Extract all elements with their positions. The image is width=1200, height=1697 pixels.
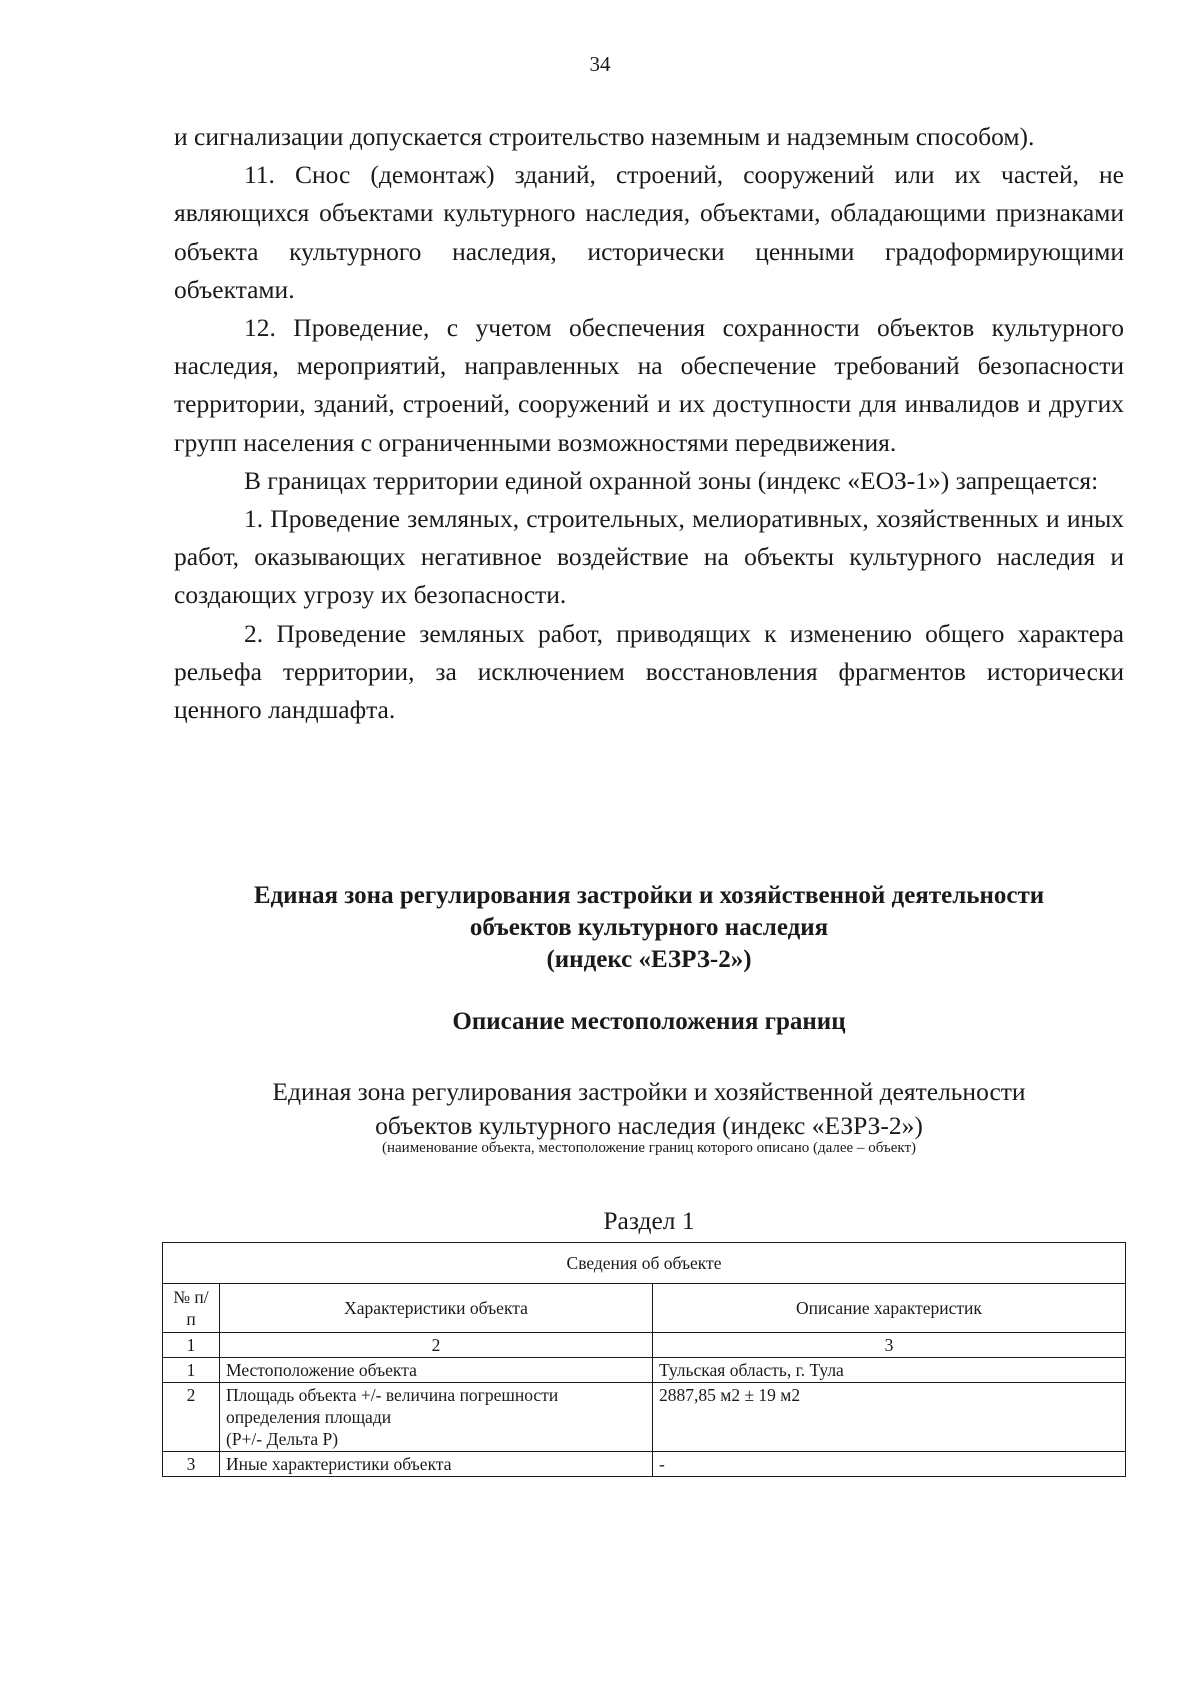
heading-line: (индекс «ЕЗРЗ-2») — [546, 946, 752, 973]
object-name-line: Единая зона регулирования застройки и хозяйственной деятельности — [272, 1077, 1026, 1106]
row-characteristic: Местоположение объекта — [220, 1358, 653, 1383]
header-characteristic: Характеристики объекта — [220, 1284, 653, 1333]
object-name — [174, 1075, 1124, 1143]
row-description: - — [653, 1452, 1126, 1477]
column-number: 2 — [220, 1333, 653, 1358]
row-characteristic-extra: (P+/- Дельта P) — [226, 1429, 339, 1449]
boundary-description-heading: Описание местоположения границ — [452, 1008, 846, 1035]
header-num: № п/п — [163, 1284, 220, 1333]
paragraph: 12. Проведение, с учетом обеспечения сохранности объектов культурного наследия, мероприятий, направленных на обеспечение требований безопасности территории, зданий, строений, сооружений и их доступности для инвалидов и других групп населения с ограниченными возможностями передвижения. — [174, 313, 1124, 457]
row-num: 3 — [163, 1452, 220, 1477]
heading-line: Единая зона регулирования застройки и хозяйственной деятельности — [253, 882, 1045, 909]
column-number-row — [163, 1333, 1126, 1358]
row-num: 1 — [163, 1358, 220, 1383]
paragraph: и сигнализации допускается строительство наземным и надземным способом). — [174, 122, 1035, 151]
column-number: 1 — [163, 1333, 220, 1358]
object-name-caption: (наименование объекта, местоположение границ которого описано (далее – объект) — [381, 1140, 917, 1156]
section-title: Раздел 1 — [603, 1206, 695, 1235]
table-header-row — [163, 1284, 1126, 1333]
table-title-row — [163, 1243, 1126, 1284]
heading-line: объектов культурного наследия — [469, 914, 829, 941]
row-characteristic — [220, 1383, 653, 1452]
object-name-line: объектов культурного наследия (индекс «ЕЗРЗ-2») — [375, 1111, 923, 1140]
paragraph: 1. Проведение земляных, строительных, мелиоративных, хозяйственных и иных работ, оказывающих негативное воздействие на объекты культурного наследия и создающих угрозу их безопасности. — [174, 504, 1124, 610]
row-characteristic: Иные характеристики объекта — [220, 1452, 653, 1477]
page-number: 34 — [589, 52, 611, 76]
row-num: 2 — [163, 1383, 220, 1452]
table-title: Сведения об объекте — [163, 1243, 1126, 1284]
row-description: 2887,85 м2 ± 19 м2 — [653, 1383, 1126, 1452]
document-body — [174, 118, 1124, 729]
row-characteristic-text: Площадь объекта +/- величина погрешности определения площади — [226, 1385, 559, 1427]
table-row — [163, 1358, 1126, 1383]
paragraph: В границах территории единой охранной зоны (индекс «ЕОЗ-1») запрещается: — [244, 465, 1099, 495]
table-row — [163, 1383, 1126, 1452]
paragraph: 2. Проведение земляных работ, приводящих к изменению общего характера рельефа территории, за исключением восстановления фрагментов исторически ценного ландшафта. — [174, 618, 1124, 725]
section-heading — [174, 880, 1124, 976]
header-description: Описание характеристик — [653, 1284, 1126, 1333]
paragraph: 11. Снос (демонтаж) зданий, строений, сооружений или их частей, не являющихся объектами культурного наследия, объектами, обладающими признаками объекта культурного наследия, исторически ценными градоформирующими объектами. — [174, 160, 1124, 304]
table-row — [163, 1452, 1126, 1477]
column-number: 3 — [653, 1333, 1126, 1358]
object-info-table — [162, 1242, 1126, 1477]
row-description: Тульская область, г. Тула — [653, 1358, 1126, 1383]
